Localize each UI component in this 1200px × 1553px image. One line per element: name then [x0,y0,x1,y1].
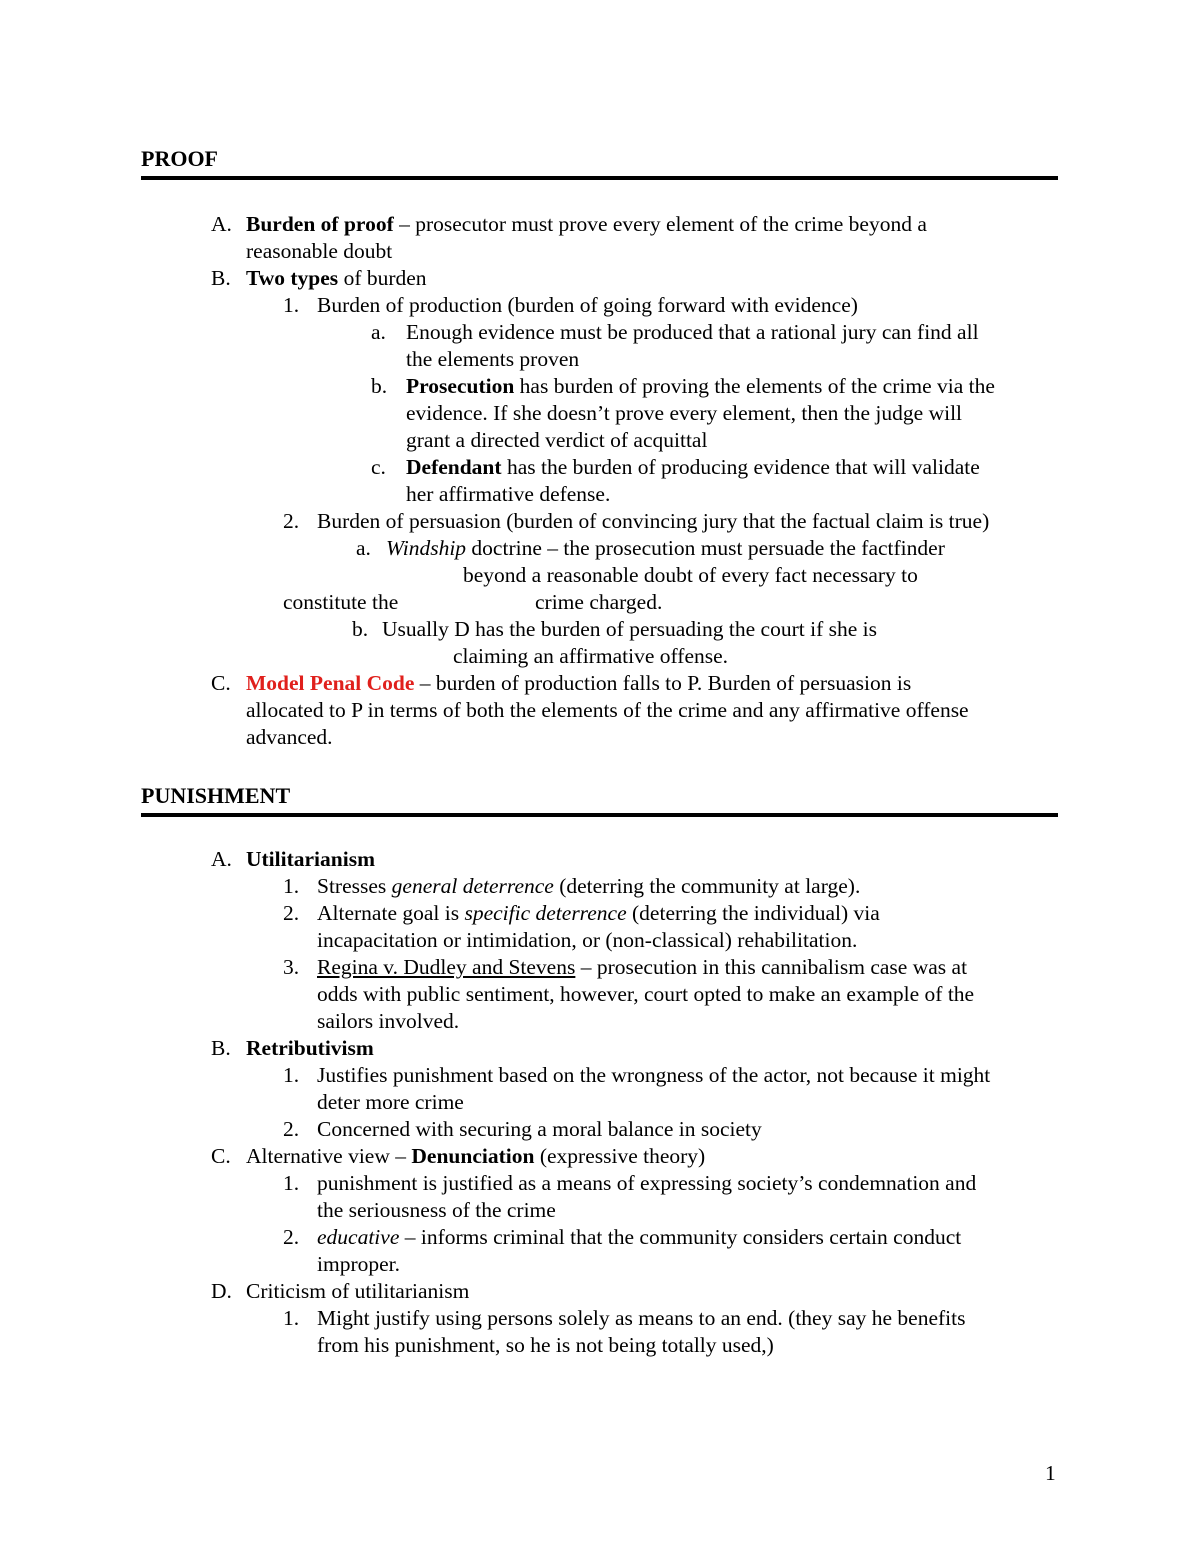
list-item-continuation: evidence. If she doesn’t prove every element, then the judge will [406,401,963,425]
list-item: Windship doctrine – the prosecution must persuade the factfinder [386,536,945,560]
list-item-continuation: crime charged. [535,590,663,614]
list-label: B. [211,1036,231,1060]
list-label: C. [211,671,231,695]
term: Burden of proof [246,212,394,236]
term-highlight: Model Penal Code [246,671,415,695]
list-item: Enough evidence must be produced that a rational jury can find all [406,320,979,344]
list-item: Criticism of utilitarianism [246,1279,470,1303]
term: educative [317,1225,400,1249]
list-label: D. [211,1279,232,1303]
list-item-continuation: from his punishment, so he is not being totally used,) [317,1333,774,1357]
term: Defendant [406,455,502,479]
list-label: 1. [283,1171,300,1195]
list-item-continuation: odds with public sentiment, however, court opted to make an example of the [317,982,975,1006]
list-label: 2. [283,1225,300,1249]
list-label: A. [211,847,232,871]
list-label: a. [356,536,371,560]
list-label: 2. [283,1117,300,1141]
list-item: Justifies punishment based on the wrongness of the actor, not because it might [317,1063,991,1087]
list-label: 1. [283,1306,300,1330]
list-item: Regina v. Dudley and Stevens – prosecution in this cannibalism case was at [317,955,968,979]
term: Utilitarianism [246,847,375,871]
list-label: B. [211,266,231,290]
list-label: 1. [283,293,300,317]
list-item-continuation: deter more crime [317,1090,464,1114]
list-item-continuation: sailors involved. [317,1009,460,1033]
list-label: C. [211,1144,231,1168]
list-item: Defendant has the burden of producing evidence that will validate [406,455,980,479]
list-item: punishment is justified as a means of expressing society’s condemnation and [317,1171,977,1195]
list-item: Burden of proof – prosecutor must prove every element of the crime beyond a [246,212,927,236]
list-item [246,846,375,873]
list-item-continuation: grant a directed verdict of acquittal [406,428,708,452]
list-item-continuation: the seriousness of the crime [317,1198,556,1222]
list-item-continuation: beyond a reasonable doubt of every fact necessary to [463,563,918,587]
list-item: Usually D has the burden of persuading the court if she is [382,617,877,641]
list-label: b. [371,374,388,398]
term: Two types [246,266,339,290]
list-label: 2. [283,509,300,533]
list-item-continuation: reasonable doubt [246,239,393,263]
list-label: 1. [283,1063,300,1087]
list-item-continuation: incapacitation or intimidation, or (non-classical) rehabilitation. [317,928,858,952]
list-label: b. [352,617,369,641]
list-item: Alternative view – Denunciation (expressive theory) [246,1144,706,1168]
list-label: 3. [283,955,300,979]
list-item-continuation: the elements proven [406,347,580,371]
list-item: Stresses general deterrence (deterring the community at large). [317,874,861,898]
list-item: educative – informs criminal that the community considers certain conduct [317,1225,962,1249]
list-item: Might justify using persons solely as means to an end. (they say he benefits [317,1306,966,1330]
term: Prosecution [406,374,515,398]
list-item: Burden of production (burden of going forward with evidence) [317,293,858,317]
list-item: Alternate goal is specific deterrence (deterring the individual) via [317,901,880,925]
page-number: 1 [1045,1461,1056,1485]
list-label: A. [211,212,232,236]
term: Windship [386,536,467,560]
list-item-continuation: advanced. [246,725,333,749]
list-label: a. [371,320,386,344]
list-item-continuation: allocated to P in terms of both the elements of the crime and any affirmative offense [246,698,969,722]
case-name: Regina v. Dudley and Stevens [317,955,576,979]
section-heading-punishment: PUNISHMENT [141,783,1058,817]
list-item-continuation: improper. [317,1252,400,1276]
list-item: Burden of persuasion (burden of convincing jury that the factual claim is true) [317,509,990,533]
list-item: Prosecution has burden of proving the elements of the crime via the [406,374,995,398]
list-item-continuation: constitute the [283,590,399,614]
list-item-continuation: her affirmative defense. [406,482,611,506]
list-label: c. [371,455,386,479]
list-label: 2. [283,901,300,925]
list-item [246,1035,374,1062]
list-item-continuation: claiming an affirmative offense. [453,644,729,668]
list-item: Model Penal Code – burden of production falls to P. Burden of persuasion is [246,671,912,695]
list-item: Concerned with securing a moral balance in society [317,1117,762,1141]
term: Denunciation [411,1144,535,1168]
term: Retributivism [246,1036,374,1060]
list-label: 1. [283,874,300,898]
section-heading-proof: PROOF [141,146,1058,180]
list-item: Two types of burden [246,266,427,290]
